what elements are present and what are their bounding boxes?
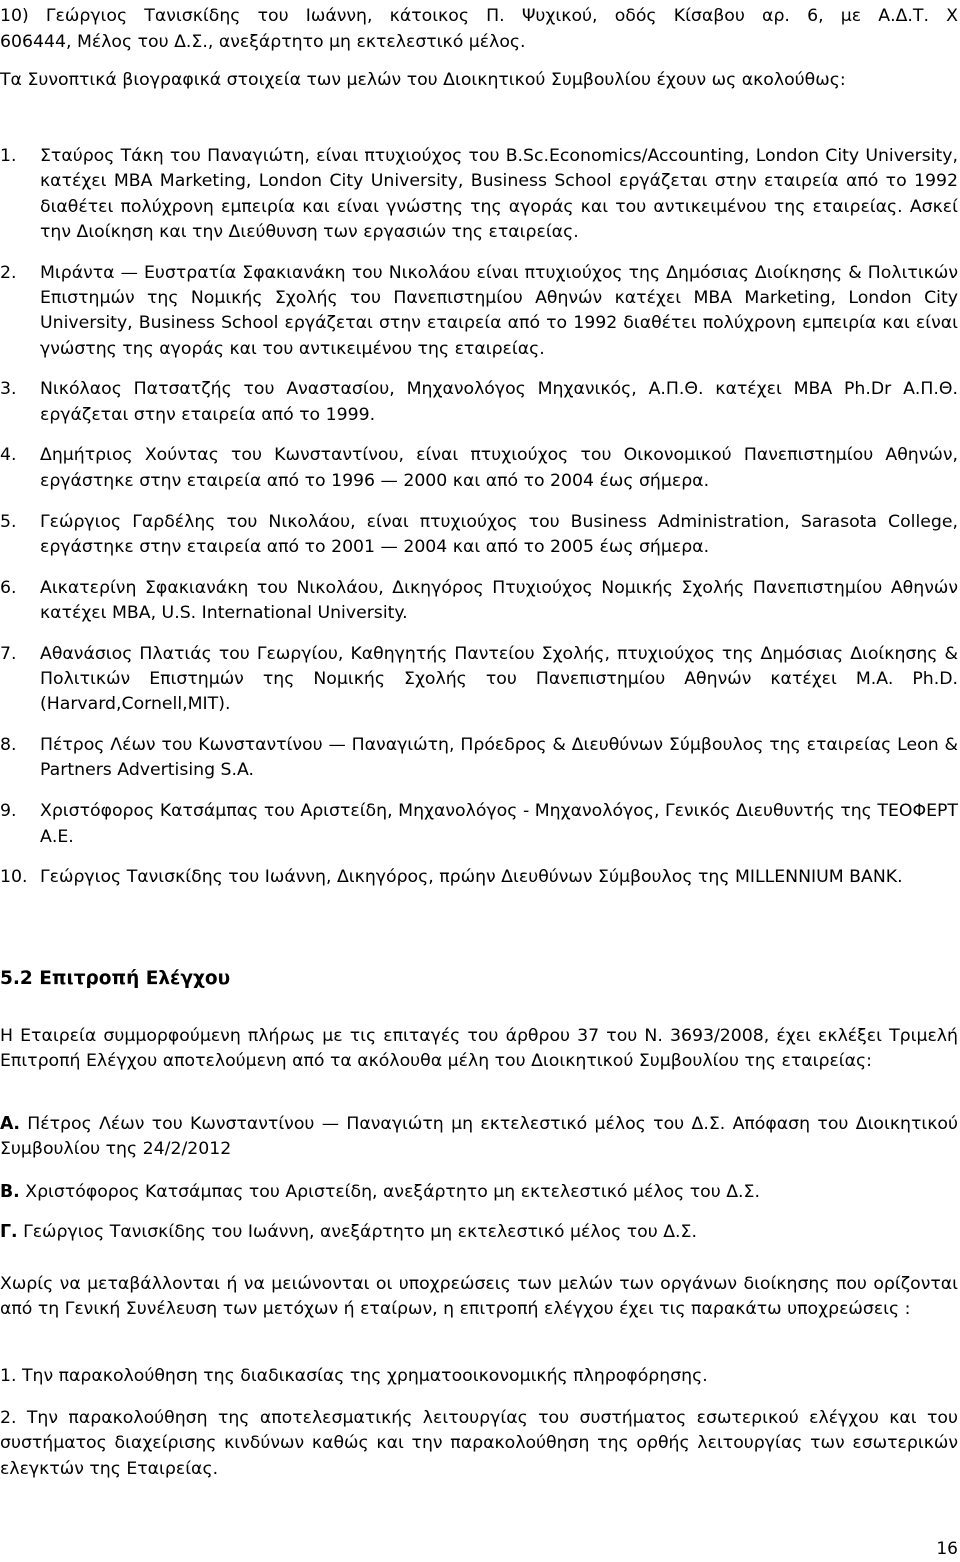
member-letter: Β. <box>0 1182 20 1202</box>
item-number: 4. <box>0 445 17 466</box>
duty-item-2: 2. Την παρακολούθηση της αποτελεσματικής λειτουργίας του συστήματος εσωτερικού ελέγχου και του συστήματος διαχείρισης κινδύνων καθώς και την παρακολούθηση της ορθής λειτουργίας των εσωτερικών ελεγκτών της Εταιρείας. <box>0 1408 958 1479</box>
member-text: Γεώργιος Τανισκίδης του Ιωάννη, ανεξάρτητο μη εκτελεστικό μέλος του Δ.Σ. <box>17 1222 697 1242</box>
list-item <box>0 443 958 494</box>
committee-member-b <box>0 1180 958 1205</box>
member-text: Χριστόφορος Κατσάμπας του Αριστείδη, ανεξάρτητο μη εκτελεστικό μέλος του Δ.Σ. <box>19 1182 760 1202</box>
list-item <box>0 144 958 245</box>
item-text: Πέτρος Λέων του Κωνσταντίνου — Παναγιώτη, Πρόεδρος & Διευθύνων Σύμβουλος της εταιρείας Leon & Partners Advertising S.A. <box>40 735 958 781</box>
list-item <box>0 642 958 718</box>
member-letter: Γ. <box>0 1222 18 1242</box>
intro-line-1: 10) Γεώργιος Τανισκίδης του Ιωάννη, κάτοικος Π. Ψυχικού, οδός Κίσαβου αρ. 6, με Α.Δ.Τ. Χ <box>0 6 958 26</box>
item-text: Μιράντα — Ευστρατία Σφακιανάκη του Νικολάου είναι πτυχιούχος της Δημόσιας Διοίκησης & Πολιτικών Επιστημών της Νομικής Σχολής του Πανεπιστημίου Αθηνών κατέχει MBA Marketing, London City University, Business School εργάζεται στην εταιρεία από το 1992 διαθέτει πολύχρονη εμπειρία και είναι γνώστης της αγοράς και του αντικειμένου της εταιρείας. <box>40 262 958 359</box>
list-item <box>0 377 958 428</box>
duties-intro: Χωρίς να μεταβάλλονται ή να μειώνονται οι υποχρεώσεις των μελών των οργάνων διοίκησης που ορίζονται από τη Γενική Συνέλευση των μετόχων ή εταίρων, η επιτροπή ελέγχου έχει τις παρακάτω υποχρεώσεις : <box>0 1274 958 1320</box>
item-number: 6. <box>0 577 17 598</box>
item-text: Δημήτριος Χούντας του Κωνσταντίνου, είναι πτυχιούχος του Οικονομικού Πανεπιστημίου Αθηνών, εργάστηκε στην εταιρεία από το 1996 — 2000 και από το 2004 έως σήμερα. <box>40 445 958 491</box>
item-number: 3. <box>0 379 17 400</box>
item-number: 10. <box>0 867 28 888</box>
list-item <box>0 865 958 890</box>
audit-committee-intro: Η Εταιρεία συμμορφούμενη πλήρως με τις επιταγές του άρθρου 37 του Ν. 3693/2008, έχει εκλέξει Τριμελή Επιτροπή Ελέγχου αποτελούμενη από τα ακόλουθα μέλη του Διοικητικού Συμβουλίου της εταιρείας: <box>0 1026 958 1072</box>
item-text: Αικατερίνη Σφακιανάκη του Νικολάου, Δικηγόρος Πτυχιούχος Νομικής Σχολής Πανεπιστημίου Αθηνών κατέχει MBA, U.S. International University. <box>40 577 958 623</box>
list-item <box>0 261 958 362</box>
item-text: Αθανάσιος Πλατιάς του Γεωργίου, Καθηγητής Παντείου Σχολής, πτυχιούχος της Δημόσιας Διοίκησης & Πολιτικών Επιστημών της Νομικής Σχολής του Πανεπιστημίου Αθηνών κατέχει M.A. Ph.D. (Harvard,Cornell,MIT). <box>40 643 958 715</box>
item-text: Γεώργιος Γαρδέλης του Νικολάου, είναι πτυχιούχος του Business Administration, Sarasota College, εργάστηκε στην εταιρεία από το 2001 — 2004 και από το 2005 έως σήμερα. <box>40 511 958 557</box>
lead-paragraph: Τα Συνοπτικά βιογραφικά στοιχεία των μελών του Διοικητικού Συμβουλίου έχουν ως ακολούθως: <box>0 70 846 90</box>
item-text: Γεώργιος Τανισκίδης του Ιωάννη, Δικηγόρος, πρώην Διευθύνων Σύμβουλος της MILLENNIUM BANK. <box>40 867 903 888</box>
item-number: 5. <box>0 511 17 532</box>
member-letter: Α. <box>0 1114 20 1134</box>
duty-item-1: 1. Την παρακολούθηση της διαδικασίας της χρηματοοικονομικής πληροφόρησης. <box>0 1366 708 1386</box>
item-number: 7. <box>0 643 17 664</box>
intro-line-2: 606444, Μέλος του Δ.Σ., ανεξάρτητο μη εκτελεστικό μέλος. <box>0 32 526 52</box>
member-text: Πέτρος Λέων του Κωνσταντίνου — Παναγιώτη μη εκτελεστικό μέλος του Δ.Σ. Απόφαση του Διοικητικού Συμβουλίου της 24/2/2012 <box>0 1114 958 1160</box>
page-number: 16 <box>936 1539 958 1559</box>
list-item <box>0 799 958 850</box>
item-text: Νικόλαος Πατσατζής του Αναστασίου, Μηχανολόγος Μηχανικός, Α.Π.Θ. κατέχει MBA Ph.Dr Α.Π.Θ. εργάζεται στην εταιρεία από το 1999. <box>40 379 958 425</box>
list-item <box>0 733 958 784</box>
list-item <box>0 576 958 627</box>
item-text: Χριστόφορος Κατσάμπας του Αριστείδη, Μηχανολόγος - Μηχανολόγος, Γενικός Διευθυντής της ΤΕΟΦΕΡΤ Α.Ε. <box>40 801 958 847</box>
item-number: 2. <box>0 262 17 283</box>
item-text: Σταύρος Τάκη του Παναγιώτη, είναι πτυχιούχος του B.Sc.Economics/Accounting, London City University, κατέχει MBA Marketing, London City University, Business School εργάζεται στην εταιρεία από το 1992 διαθέτει πολύχρονη εμπειρία και είναι γνώστης της αγοράς και του αντικειμένου της εταιρείας. Ασκεί την Διοίκηση και την Διεύθυνση των εργασιών της εταιρείας. <box>40 146 958 242</box>
item-number: 8. <box>0 735 17 756</box>
item-number: 1. <box>0 146 17 166</box>
committee-member-c <box>0 1220 958 1245</box>
section-heading: 5.2 Επιτροπή Ελέγχου <box>0 968 231 989</box>
list-item <box>0 510 958 561</box>
item-number: 9. <box>0 801 17 822</box>
committee-member-a <box>0 1112 958 1163</box>
board-members-list <box>0 144 958 906</box>
